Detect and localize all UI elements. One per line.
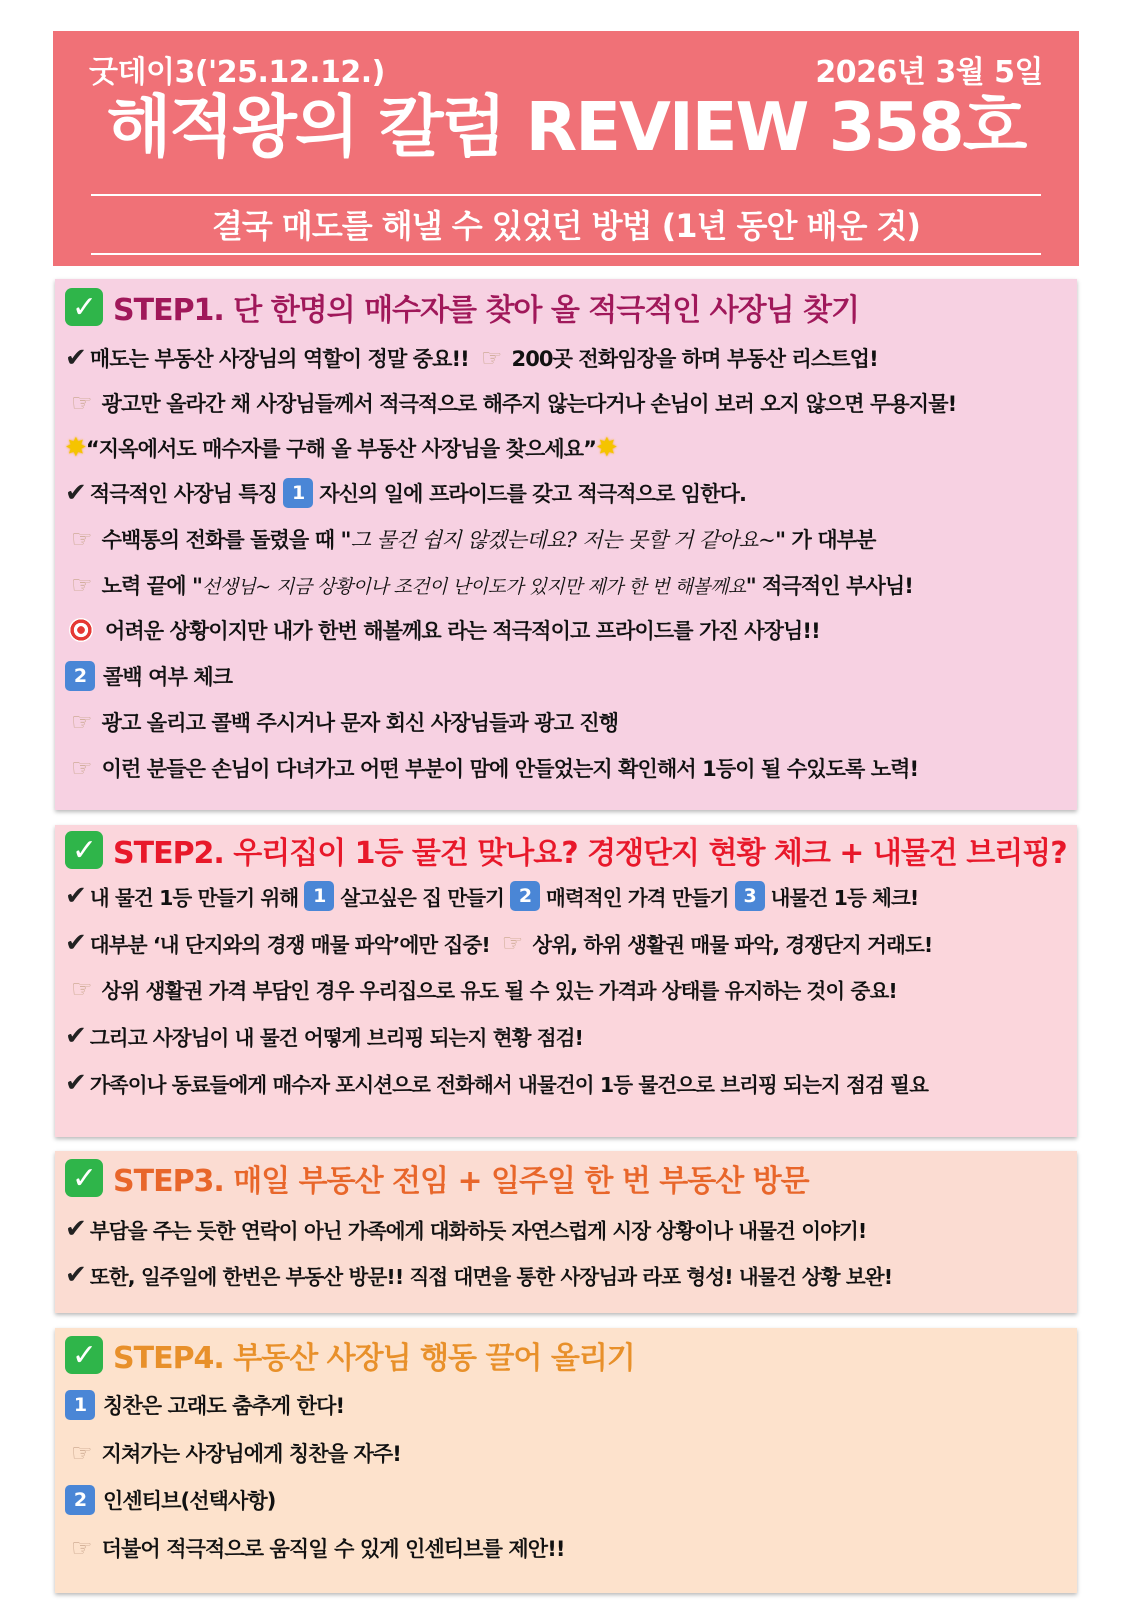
heavy-check-mark-icon: ✔ [65,1260,86,1290]
item-text: 200곳 전화임장을 하며 부동산 리스트업! [511,347,878,371]
page-subtitle: 결국 매도를 해낼 수 있었던 방법 (1년 동안 배운 것) [211,207,921,245]
backhand-pointing-right-icon: ☞ [71,525,92,553]
list-item [65,1065,1069,1101]
item-text: 살고싶은 집 만들기 [340,886,505,910]
item-text: 부담을 주는 듯한 연락이 아닌 가족에게 대화하듯 자연스럽게 시장 상황이나 내물건 이야기! [89,1219,867,1243]
item-text: 이런 분들은 손님이 다녀가고 어떤 부분이 맘에 안들었는지 확인해서 1등이 될 수있도록 노력! [101,757,919,781]
handwritten-quote: 선생님~ 지금 상황이나 조건이 난이도가 있지만 제가 한 번 해볼께요 [202,575,746,598]
divider [91,253,1041,255]
quote-text: “지옥에서도 매수자를 구해 올 부동산 사장님을 찾으세요” [85,437,597,461]
item-text: 광고 올리고 콜백 주시거나 문자 회신 사장님들과 광고 진행 [101,711,619,735]
step1-section [55,279,1077,810]
item-text: 어려운 상황이지만 내가 한번 해볼께요 라는 적극적이고 프라이드를 가진 사장님!! [105,619,820,643]
list-item [71,567,1069,603]
list-item [71,750,1069,786]
heavy-check-mark-icon: ✔ [65,343,86,373]
item-text: 광고만 올라간 채 사장님들께서 적극적으로 해주지 않는다거나 손님이 보러 오지 않으면 무용지물! [101,392,957,416]
list-item [65,925,1069,961]
quote-item [65,430,1069,466]
heavy-check-mark-icon: ✔ [65,1068,86,1098]
step1-title [65,287,859,327]
list-item [65,1387,1069,1423]
step4-title-text: STEP4. 부동산 사장님 행동 끌어 올리기 [113,1341,635,1376]
item-text: 수백통의 전화를 돌렸을 때 " [101,528,351,552]
item-text: 인센티브(선택사항) [103,1489,276,1513]
direct-hit-icon [69,618,93,642]
heavy-check-mark-icon: ✔ [65,881,86,911]
keycap-number-icon: 2 [65,661,95,691]
item-text: " 가 대부분 [775,528,876,552]
step2-section [55,825,1077,1137]
heavy-check-mark-icon: ✔ [65,1021,86,1051]
keycap-number-icon: 1 [283,478,313,508]
item-text: 자신의 일에 프라이드를 갖고 적극적으로 임한다. [319,482,747,506]
white-check-mark-icon: ✓ [65,288,103,326]
item-text: 내물건 1등 체크! [770,886,919,910]
item-text: 노력 끝에 " [101,574,203,598]
backhand-pointing-right-icon: ☞ [71,389,92,417]
item-text: 더불어 적극적으로 움직일 수 있게 인센티브를 제안!! [101,1537,565,1561]
backhand-pointing-right-icon: ☞ [71,754,92,782]
step3-section [55,1151,1077,1313]
item-text: 그리고 사장님이 내 물건 어떻게 브리핑 되는지 현황 점검! [89,1026,584,1050]
list-item [65,612,1069,648]
item-text: 상위, 하위 생활권 매물 파악, 경쟁단지 거래도! [532,933,933,957]
list-item [65,878,1069,914]
white-check-mark-icon: ✓ [65,831,103,869]
step1-title-text: STEP1. 단 한명의 매수자를 찾아 올 적극적인 사장님 찾기 [113,293,859,328]
keycap-number-icon: 2 [510,881,540,911]
white-check-mark-icon: ✓ [65,1336,103,1374]
backhand-pointing-right-icon: ☞ [71,571,92,599]
backhand-pointing-right-icon: ☞ [71,1534,92,1562]
keycap-number-icon: 2 [65,1485,95,1515]
item-text: 적극적인 사장님 특징 [89,482,278,506]
list-item [71,704,1069,740]
list-item [65,1257,1069,1293]
divider [91,194,1041,196]
item-text: 대부분 ‘내 단지와의 경쟁 매물 파악’에만 집중! [89,933,490,957]
step4-title [65,1335,635,1375]
item-text: 매력적인 가격 만들기 [546,886,729,910]
item-text: 매도는 부동산 사장님의 역할이 정말 중요!! [89,347,469,371]
list-item [71,1530,1069,1566]
heavy-check-mark-icon: ✔ [65,1214,86,1244]
list-item [65,1211,1069,1247]
keycap-number-icon: 1 [304,881,334,911]
list-item [65,658,1069,694]
series-label: 굿데이3('25.12.12.) [89,55,385,90]
item-text: 또한, 일주일에 한번은 부동산 방문!! 직접 대면을 통한 사장님과 라포 형성! 내물건 상황 보완! [89,1265,893,1289]
keycap-number-icon: 1 [65,1390,95,1420]
list-item [71,1435,1069,1471]
item-text: 가족이나 동료들에게 매수자 포시션으로 전화해서 내물건이 1등 물건으로 브리핑 되는지 점검 필요 [89,1073,928,1097]
glowing-star-icon: ✸ [65,433,86,463]
handwritten-quote: 그 물건 쉽지 않겠는데요? 저는 못할 거 같아요~ [350,528,776,552]
list-item [65,1018,1069,1054]
list-item [65,1482,1069,1518]
item-text: 상위 생활권 가격 부담인 경우 우리집으로 유도 될 수 있는 가격과 상태를 유지하는 것이 중요! [101,979,897,1003]
item-text: 칭찬은 고래도 춤추게 한다! [103,1394,345,1418]
step3-title-text: STEP3. 매일 부동산 전임 + 일주일 한 번 부동산 방문 [113,1164,809,1199]
backhand-pointing-right-icon: ☞ [71,975,92,1003]
publish-date: 2026년 3월 5일 [815,55,1043,90]
header-banner [53,31,1079,266]
item-text: 내 물건 1등 만들기 위해 [89,886,299,910]
step2-title-text: STEP2. 우리집이 1등 물건 맞나요? 경쟁단지 현황 체크 + 내물건 브리핑? [113,836,1067,871]
step4-section [55,1328,1077,1593]
list-item [65,340,1069,376]
list-item [71,971,1069,1007]
list-item [65,475,1069,511]
page-title: 해적왕의 칼럼 REVIEW 358호 [106,88,1026,166]
glowing-star-icon: ✸ [596,433,617,463]
backhand-pointing-right-icon: ☞ [501,929,523,957]
backhand-pointing-right-icon: ☞ [71,1439,92,1467]
list-item [71,521,1069,557]
white-check-mark-icon: ✓ [65,1159,103,1197]
step2-title [65,830,1067,870]
item-text: 콜백 여부 체크 [103,665,233,689]
step3-title [65,1158,809,1198]
keycap-number-icon: 3 [735,881,765,911]
heavy-check-mark-icon: ✔ [65,928,86,958]
item-text: 지쳐가는 사장님에게 칭찬을 자주! [101,1442,401,1466]
backhand-pointing-right-icon: ☞ [71,708,92,736]
backhand-pointing-right-icon: ☞ [480,344,502,372]
list-item [71,385,1069,421]
heavy-check-mark-icon: ✔ [65,478,86,508]
item-text: " 적극적인 부사님! [745,574,913,598]
